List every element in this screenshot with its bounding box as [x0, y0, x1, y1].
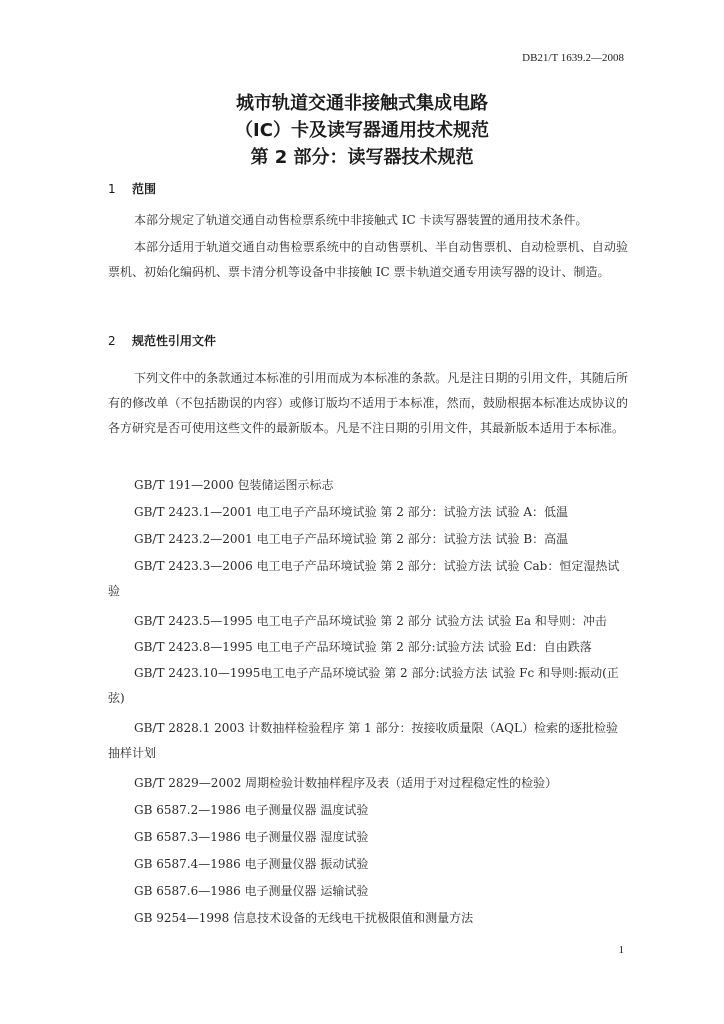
- reference-item: GB/T 2829—2002 周期检验计数抽样程序及表（适用于对过程稳定性的检验）: [134, 776, 558, 790]
- reference-item: GB/T 2423.5—1995 电工电子产品环境试验 第 2 部分 试验方法 试验 Ea 和导则：冲击: [134, 614, 607, 628]
- reference-item: GB/T 2423.3—2006 电工电子产品环境试验 第 2 部分：试验方法 试验 Cab：恒定湿热试验: [108, 559, 620, 598]
- section-number: 2: [108, 334, 116, 348]
- section-title: 规范性引用文件: [132, 334, 217, 348]
- section-title: 范围: [132, 182, 157, 196]
- title-line-1: 城市轨道交通非接触式集成电路: [236, 93, 488, 114]
- reference-item: GB/T 2423.8—1995 电工电子产品环境试验 第 2 部分:试验方法 试验 Ed：自由跌落: [134, 640, 592, 654]
- section-number: 1: [108, 182, 116, 196]
- reference-item: GB 6587.6—1986 电子测量仪器 运输试验: [134, 884, 369, 898]
- reference-item: GB/T 2828.1 2003 计数抽样检验程序 第 1 部分：按接收质量限（AQL）检索的逐批检验抽样计划: [108, 721, 618, 760]
- title-line-3: 第 2 部分：读写器技术规范: [250, 147, 474, 168]
- reference-item: GB/T 2423.1—2001 电工电子产品环境试验 第 2 部分：试验方法 试验 A：低温: [134, 505, 568, 519]
- reference-item: GB 6587.4—1986 电子测量仪器 振动试验: [134, 857, 369, 871]
- normative-intro-paragraph: 下列文件中的条款通过本标准的引用而成为本标准的条款。凡是注日期的引用文件，其随后所有的修改单（不包括勘误的内容）或修订版均不适用于本标准，然而，鼓励根据本标准达成协议的各方研究是否可使用这些文件的最新版本。凡是不注日期的引用文件，其最新版本适用于本标准。: [108, 371, 628, 435]
- document-code: DB21/T 1639.2—2008: [522, 52, 624, 64]
- title-line-2: （IC）卡及读写器通用技术规范: [235, 120, 489, 141]
- reference-item: GB 6587.2—1986 电子测量仪器 温度试验: [134, 803, 369, 817]
- section-heading-scope: [108, 180, 156, 197]
- reference-item: GB/T 191—2000 包装储运图示标志: [134, 478, 334, 492]
- scope-paragraph-2: 本部分适用于轨道交通自动售检票系统中的自动售票机、半自动售票机、自动检票机、自动验票机、初始化编码机、票卡清分机等设备中非接触 IC 票卡轨道交通专用读写器的设计、制造。: [108, 240, 628, 279]
- document-title: [0, 90, 724, 171]
- reference-item: GB/T 2423.10—1995电工电子产品环境试验 第 2 部分:试验方法 试验 Fc 和导则:振动(正弦): [108, 666, 619, 705]
- reference-item: GB 6587.3—1986 电子测量仪器 湿度试验: [134, 830, 369, 844]
- section-heading-normative-references: [108, 332, 216, 349]
- reference-item: GB 9254—1998 信息技术设备的无线电干扰极限值和测量方法: [134, 911, 474, 925]
- reference-item: GB/T 2423.2—2001 电工电子产品环境试验 第 2 部分：试验方法 试验 B：高温: [134, 532, 569, 546]
- scope-paragraph-1: 本部分规定了轨道交通自动售检票系统中非接触式 IC 卡读写器装置的通用技术条件。: [134, 213, 588, 227]
- page-number: 1: [618, 944, 624, 956]
